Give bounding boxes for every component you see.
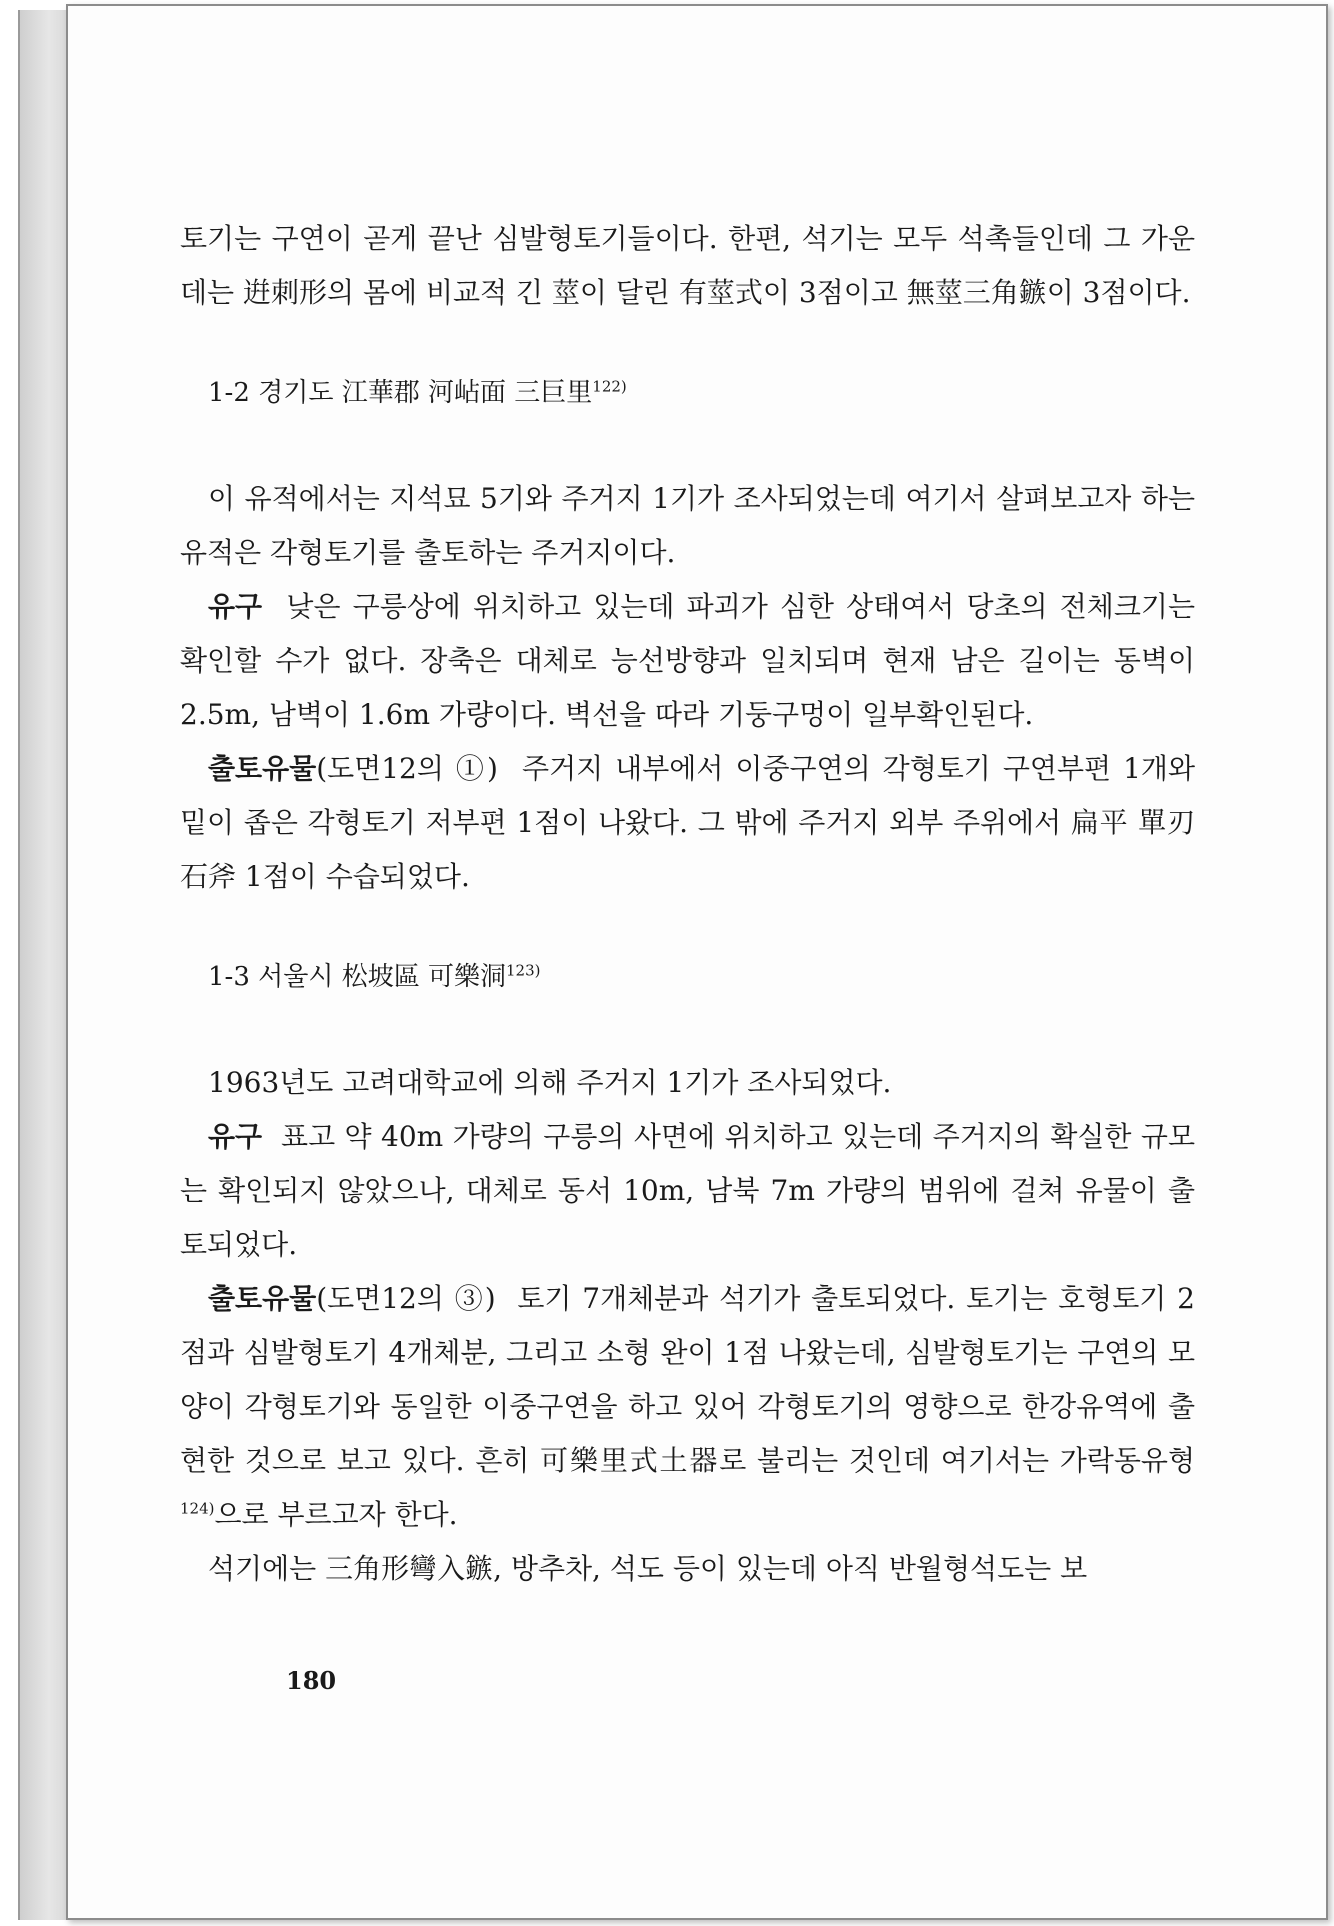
paragraph-text: 토기 7개체분과 석기가 출토되었다. 토기는 호형토기 2점과 심발형토기 4개체분, 그리고 소형 완이 1점 나왔는데, 심발형토기는 구연의 모양이 각형토기와 동일한 이중구연을 하고 있어 각형토기의 영향으로 한강유역에 출현한 것으로 보고 있다. 흔히 可樂里式土器로 불리는 것인데 여기서는 가락동유형: [180, 1282, 1195, 1477]
page-body: [180, 212, 1195, 1596]
paragraph-text: 낮은 구릉상에 위치하고 있는데 파괴가 심한 상태여서 당초의 전체크기는 확인할 수가 없다. 장축은 대체로 능선방향과 일치되며 현재 남은 길이는 동벽이 2.5m, 남벽이 1.6m 가량이다. 벽선을 따라 기둥구멍이 일부확인된다.: [180, 590, 1195, 731]
footnote-ref: 122): [592, 377, 627, 396]
paragraph-lead: 유구: [208, 1120, 263, 1153]
paragraph-8: [180, 1110, 1195, 1272]
paragraph-text: 표고 약 40m 가량의 구릉의 사면에 위치하고 있는데 주거지의 확실한 규모는 확인되지 않았으나, 대체로 동서 10m, 남북 7m 가량의 범위에 걸쳐 유물이 출토되었다.: [180, 1120, 1196, 1261]
paragraph-lead-ref: (도면12의 ③): [316, 1282, 496, 1315]
paragraph-10: [180, 1542, 1195, 1596]
paragraph-lead: 출토유물: [208, 1282, 317, 1315]
paragraph-4: [180, 580, 1195, 742]
paragraph-text-after: 으로 부르고자 한다.: [214, 1498, 458, 1531]
section-heading-1-3: [208, 950, 1195, 1004]
section-heading-1-2: [208, 366, 1195, 420]
paragraph-3: [180, 472, 1195, 580]
heading-text: 1-2 경기도 江華郡 河岾面 三巨里: [208, 378, 593, 408]
paragraph-text: 1963년도 고려대학교에 의해 주거지 1기가 조사되었다.: [208, 1066, 892, 1099]
footnote-ref: 124): [180, 1499, 215, 1518]
paragraph-lead: 출토유물: [208, 752, 317, 785]
paragraph-7: [180, 1056, 1195, 1110]
paragraph-text: 석기에는 三角形彎入鏃, 방추차, 석도 등이 있는데 아직 반월형석도는 보: [208, 1552, 1088, 1585]
paragraph-9: [180, 1272, 1195, 1542]
paragraph-text: 주거지 내부에서 이중구연의 각형토기 구연부편 1개와 밑이 좁은 각형토기 저부편 1점이 나왔다. 그 밖에 주거지 외부 주위에서 扁平 單刃石斧 1점이 수습되었다.: [180, 752, 1195, 893]
paragraph-lead: 유구: [208, 590, 263, 623]
heading-text: 1-3 서울시 松坡區 可樂洞: [208, 962, 507, 992]
paragraph-1: [180, 212, 1195, 320]
paragraph-text: 토기는 구연이 곧게 끝난 심발형토기들이다. 한편, 석기는 모두 석촉들인데 그 가운데는 逬刺形의 몸에 비교적 긴 莖이 달린 有莖式이 3점이고 無莖三角鏃이 3점이다.: [180, 222, 1195, 309]
page-number: 180: [286, 1666, 337, 1695]
paragraph-text: 이 유적에서는 지석묘 5기와 주거지 1기가 조사되었는데 여기서 살펴보고자 하는 유적은 각형토기를 출토하는 주거지이다.: [180, 482, 1195, 569]
paragraph-lead-ref: (도면12의 ①): [316, 752, 498, 785]
footnote-ref: 123): [506, 961, 541, 980]
paragraph-5: [180, 742, 1195, 904]
book-spine: [18, 10, 69, 1920]
